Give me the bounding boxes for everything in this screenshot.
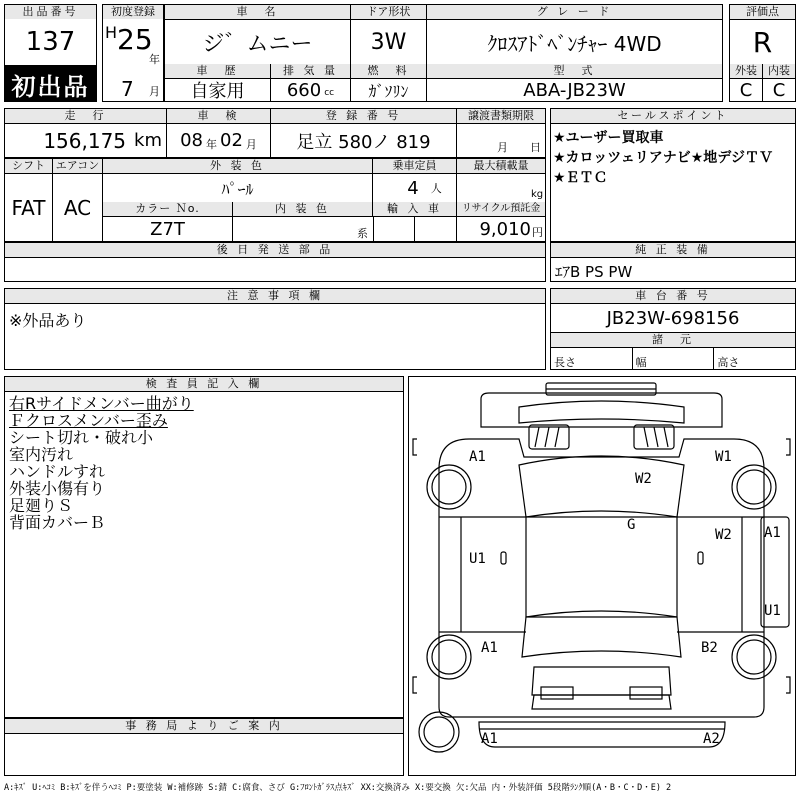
model-label: 型 式 — [427, 64, 722, 79]
displacement: 660 — [286, 79, 322, 101]
inspector-note: 右Rサイドメンバー曲がり — [9, 394, 194, 413]
era: H — [105, 23, 118, 42]
recycle-unit: 円 — [532, 226, 543, 239]
car-name-label: 車 名 — [165, 5, 351, 20]
displacement-cell — [271, 79, 351, 101]
displacement-unit: cc — [324, 88, 335, 98]
sales-point: ★ＥＴＣ — [553, 170, 608, 186]
vehicle-info-box — [164, 4, 723, 102]
inspection-cell — [167, 124, 271, 157]
capacity-unit: 人 — [430, 182, 442, 195]
spec-box — [4, 158, 546, 242]
grade: ｸﾛｽｱﾄﾞﾍﾞﾝﾁｬｰ 4WD — [487, 31, 662, 56]
lot-number-label: 出品番号 — [5, 5, 96, 19]
interior-grade: C — [772, 79, 786, 101]
chassis-label: 車 台 番 号 — [551, 289, 795, 304]
sales-points-box — [550, 108, 796, 242]
capacity-label: 乗車定員 — [373, 159, 457, 174]
color-no-label: カラー Ｎo. — [103, 202, 233, 217]
reg-year: 25 — [117, 23, 153, 56]
damage-mark: B2 — [701, 640, 718, 656]
inspector-label: 検 査 員 記 入 欄 — [5, 377, 403, 392]
car-name: ジ゛ムニー — [165, 20, 351, 64]
first-listing-badge: 初出品 — [4, 66, 97, 102]
first-registration-label: 初度登録 — [103, 5, 163, 19]
score-label: 評価点 — [730, 5, 795, 20]
chassis-box — [550, 288, 796, 370]
damage-diagram — [408, 376, 796, 776]
damage-mark: A2 — [703, 731, 720, 747]
damage-mark: A1 — [481, 731, 498, 747]
damage-mark: A1 — [764, 525, 781, 541]
inspector-note: シート切れ・破れ小 — [9, 428, 154, 447]
mileage: 156,175 — [43, 128, 127, 153]
later-parts-box — [4, 242, 546, 282]
damage-mark: A1 — [481, 640, 498, 656]
caution-text: ※外品あり — [9, 311, 87, 330]
dims-label: 諸 元 — [551, 332, 795, 348]
width-label: 幅 — [633, 348, 715, 370]
inspection-label: 車 検 — [167, 109, 271, 124]
color-number: Z7T — [103, 217, 233, 241]
interior-label: 内装 — [763, 64, 795, 79]
length-label: 長さ — [551, 348, 633, 370]
damage-mark: U1 — [469, 551, 486, 567]
genuine-equipment-box — [550, 242, 796, 282]
model-code: ABA-JB23W — [523, 79, 626, 101]
shift: FAT — [5, 174, 53, 241]
inspector-note: 外装小傷有り — [9, 479, 106, 498]
mileage-label: 走 行 — [5, 109, 167, 124]
history: 自家用 — [165, 79, 271, 101]
recycle-fee: 9,010 — [479, 218, 531, 240]
door-label: ドア形状 — [351, 5, 427, 20]
genuine-equipment-label: 純 正 装 備 — [551, 243, 795, 258]
genuine-equipment: ｴｱB PS PW — [555, 263, 633, 281]
door-type: 3W — [351, 20, 427, 64]
legend: A:ｷｽﾞ U:ﾍｺﾐ B:ｷｽﾞを伴うﾍｺﾐ P:要塗装 W:補修跡 S:錆 C:腐食、さび G:ﾌﾛﾝﾄｶﾞﾗｽ点ｷｽﾞ XX:交換済み X:要交換 欠:欠品 内・外装評価 5段階ﾗﾝｸ順(A・B・C・D・E) 2 — [4, 783, 672, 793]
car-outline — [409, 377, 795, 775]
transfer-day-unit: 日 — [530, 141, 541, 154]
fuel: ｶﾞｿﾘﾝ — [351, 79, 427, 101]
inspector-note: Ｆクロスメンバー歪み — [9, 411, 168, 430]
damage-mark: W2 — [635, 471, 652, 487]
history-label: 車 歴 — [165, 64, 271, 79]
transfer-deadline-label: 譲渡書類期限 — [457, 109, 545, 124]
later-parts-label: 後 日 発 送 部 品 — [5, 243, 545, 258]
exterior-label: 外装 — [730, 64, 763, 79]
fuel-label: 燃 料 — [351, 64, 427, 79]
reg-month-unit: 月 — [149, 85, 160, 98]
damage-mark: W1 — [715, 449, 732, 465]
recycle-cell — [457, 217, 545, 241]
ac-label: エアコン — [53, 159, 103, 174]
sales-points-label: セールスポイント — [551, 109, 795, 124]
lot-number-box — [4, 4, 97, 66]
inspector-box — [4, 376, 404, 718]
reg-number: 足立 580ノ 819 — [271, 124, 457, 157]
score-box — [729, 4, 796, 102]
interior-color-unit: 系 — [357, 227, 368, 240]
damage-mark: U1 — [764, 603, 781, 619]
office-box — [4, 718, 404, 776]
height-label: 高さ — [717, 356, 740, 369]
damage-mark: G — [627, 517, 636, 533]
damage-mark: A1 — [469, 449, 486, 465]
mileage-cell — [5, 124, 167, 157]
color-label: 外 装 色 — [103, 159, 373, 174]
recycle-label: リサイクル預託金 — [457, 202, 545, 217]
grade-label: グ レ ー ド — [427, 5, 722, 20]
lot-number: 137 — [25, 27, 76, 57]
inspection-year-unit: 年 — [206, 137, 217, 151]
damage-mark: W2 — [715, 527, 732, 543]
office-label: 事 務 局 よ り ご 案 内 — [5, 719, 403, 734]
exterior-grade: C — [730, 79, 763, 101]
transfer-month-unit: 月 — [497, 141, 508, 154]
ac: AC — [53, 174, 103, 241]
first-registration-box — [102, 4, 164, 102]
exterior-color: ﾊﾟｰﾙ — [103, 174, 373, 202]
reg-month: 7 — [121, 77, 134, 101]
inspection-month-unit: 月 — [245, 137, 257, 151]
sales-point: ★ユーザー買取車 — [553, 130, 664, 146]
max-load-unit: kg — [531, 189, 544, 200]
shift-label: シフト — [5, 159, 53, 174]
reg-year-unit: 年 — [149, 53, 160, 66]
inspector-note: ハンドルすれ — [9, 462, 106, 481]
mileage-unit: km — [134, 130, 162, 151]
mileage-box — [4, 108, 546, 158]
inspector-note: 背面カバーＢ — [9, 513, 106, 532]
sales-point: ★カロッツェリアナビ★地デジＴＶ — [553, 150, 773, 166]
capacity: 4 — [407, 177, 419, 199]
import-label: 輸 入 車 — [373, 202, 457, 217]
max-load-label: 最大積載量 — [457, 159, 545, 174]
inspection-year: 08 — [180, 130, 203, 151]
score: R — [752, 25, 773, 59]
caution-box — [4, 288, 546, 370]
chassis-number: JB23W-698156 — [606, 307, 740, 329]
inspector-note: 室内汚れ — [9, 445, 74, 464]
interior-color-label: 内 装 色 — [233, 202, 373, 217]
reg-number-label: 登 録 番 号 — [271, 109, 457, 124]
displacement-label: 排 気 量 — [271, 64, 351, 79]
caution-label: 注 意 事 項 欄 — [5, 289, 545, 304]
inspector-note: 足廻りＳ — [9, 496, 74, 515]
capacity-cell — [373, 174, 457, 202]
inspection-month: 02 — [220, 130, 243, 151]
